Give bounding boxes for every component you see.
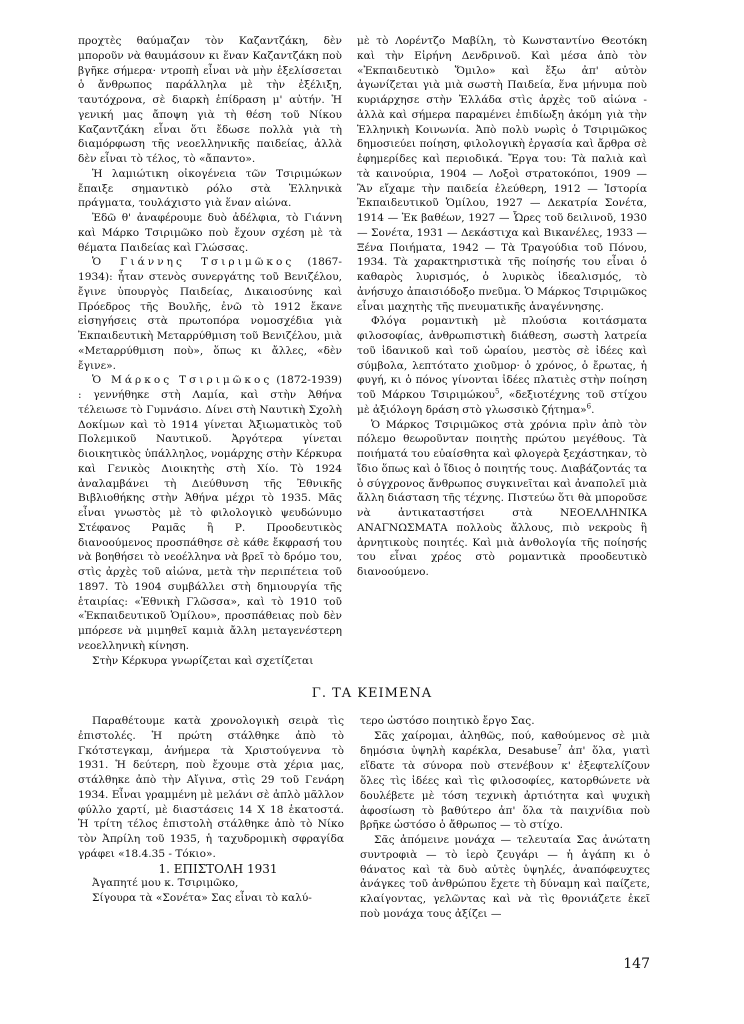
right-column-bottom [360, 714, 650, 922]
paragraph: Ἐδῶ θ' ἀναφέρουμε δυὸ ἀδέλφια, τὸ Γιάννη καὶ Μάρκο Τσιριμῶκο ποὺ ἔχουν σχέση μὲ τὰ θέματα Παιδείας καὶ Γλώσσας. [78, 212, 342, 254]
section-title: Γ. ΤΑ ΚΕΙΜΕΝΑ [311, 686, 433, 701]
paragraph-text: , «δεξιοτέχνης τοῦ στίχου μὲ ἀξιόλογη δράση στὸ γλωσσικὸ ζήτημα» [357, 389, 647, 416]
paragraph [360, 729, 650, 833]
salutation: Ἀγαπητέ μου κ. Τσιριμῶκο, [92, 877, 239, 890]
desabuse-word: Desabuse [508, 745, 558, 757]
paragraph: μὲ τὸ Λορέντζο Μαβίλη, τὸ Κωνσταντίνο Θεοτόκη καὶ τὴν Εἰρήνη Δενδρινοῦ. Καὶ μέσα ἀπὸ τὸν «Ἐκπαιδευτικὸ Ὅμιλο» καὶ ἔξω ἀπ' αὐτὸν ἀγωνίζεται γιὰ μιὰ σωστὴ Παιδεία, ἕνα μήνυμα ποὺ κυριάρχησε στὴν Ἑλλάδα στὶς ἀρχὲς τοῦ αἰώνα - ἀλλὰ καὶ σήμερα παραμένει ἐπιδίωξη ἀκόμη γιὰ τὴν Ἑλληνικὴ Κοινωνία. Ἀπὸ πολὺ νωρὶς ὁ Τσιριμῶκος δημοσιεύει ποίηση, φιλολογικὴ ἐργασία καὶ ἄρθρα σὲ ἐφημερίδες καὶ περιοδικά. Ἔργα του: Τὰ παλιὰ καὶ τὰ καινούρια, 1904 — Λοξοὶ στρατοκόποι, 1909 — Ἂν εἴχαμε τὴν παιδεία ἐλεύθερη, 1912 — Ἱστορία Ἐκπαιδευτικοῦ Ὁμίλου, 1927 — Δεκατρία Σονέτα, 1914 — Ἐκ βαθέων, 1927 — Ὧρες τοῦ δειλινοῦ, 1930 — Σονέτα, 1931 — Δεκάστιχα καὶ Βικανέλες, 1933 — Ξένα Ποιήματα, 1942 — Τὰ Τραγούδια τοῦ Πόνου, 1934. Τὰ χαρακτηριστικὰ τῆς ποίησής του εἶναι ὁ καθαρὸς λυρισμός, ὁ λυρικὸς ἰδεαλισμός, τὸ ἀνήσυχο ἀπαισιόδοξο πνεῦμα. Ὁ Μάρκος Τσιριμῶκος εἶναι μαχητὴς τῆς πνευματικῆς ἀναγέννησης. [357, 35, 647, 313]
footnote-mark: 6 [586, 402, 592, 411]
footnote-mark: 7 [557, 742, 562, 751]
paragraph [78, 373, 342, 653]
letter-heading: 1. ΕΠΙΣΤΟΛΗ 1931 [158, 861, 278, 876]
paragraph-text: Σᾶς χαίρομαι, ἀληθῶς, πού, καθούμενος σὲ μιὰ δημόσια ὑψηλὴ καρέκλα, [360, 729, 650, 757]
paragraph: Παραθέτουμε κατὰ χρονολογικὴ σειρὰ τὶς ἐπιστολές. Ἡ πρώτη στάλθηκε ἀπὸ τὸ Γκότστεγκαμ, ἀνήμερα τὰ Χριστούγεννα τὸ 1931. Ἡ δεύτερη, ποὺ ἔχουμε στὰ χέρια μας, στάλθηκε ἀπὸ τὴν Αἴγινα, στὶς 29 τοῦ Γενάρη 1934. Εἶναι γραμμένη μὲ μελάνι σὲ ἁπλὸ μᾶλλον φύλλο χαρτί, μὲ διαστάσεις 14 Χ 18 ἑκατοστά. Ἡ τρίτη τέλος ἐπιστολὴ στάλθηκε ἀπὸ τὸ Νίκο τὸν Ἀπρίλη τοῦ 1935, ἡ ταχυδρομικὴ σφραγίδα γράφει «18.4.35 - Τόκιο». [78, 715, 344, 860]
page-number: 147 [623, 956, 650, 972]
right-column-top [357, 34, 647, 580]
paragraph-text: Φλόγα ρομαντικὴ μὲ πλούσια κοιτάσματα φιλοσοφίας, ἀνθρωπιστικὴ διάθεση, σωστὴ λατρεία τοῦ ἰδανικοῦ καὶ τοῦ ὡραίου, μεστὸς σὲ ἰδέες καὶ σύμβολα, λεπτότατο χιοῦμορ· ὁ χρόνος, ὁ ἔρωτας, ἡ φυγή, κι ὁ πόνος γίνονται ἰδέες πλατιὲς στὴν ποίηση τοῦ Μάρκου Τσιριμώκου [357, 315, 647, 401]
name-giannis: Ὁ Γιάννης Τσιριμῶκος [92, 256, 295, 269]
paragraph-text: (1872-1939) : γεννήθηκε στὴ Λαμία, καὶ στὴν Ἀθήνα τέλειωσε τὸ Γυμνάσιο. Δίνει στὴ Ναυτικὴ Σχολὴ Δοκίμων καὶ τὸ 1914 γίνεται Ἀξιωματικὸς τοῦ Πολεμικοῦ Ναυτικοῦ. Ἀργότερα γίνεται διοικητικὸς ὑπάλληλος, νομάρχης στὴν Κέρκυρα καὶ Γενικὸς Διοικητὴς στὴ Χίο. Τὸ 1924 ἀναλαμβάνει τὴ Διεύθυνση τῆς Ἐθνικῆς Βιβλιοθήκης στὴν Ἀθήνα μέχρι τὸ 1935. Μᾶς εἶναι γνωστὸς μὲ τὸ φιλολογικὸ ψευδώνυμο Στέφανος Ραμᾶς ἢ Ρ. Προοδευτικὸς διανοούμενος προσπάθησε σὲ κάθε ἔκφρασή του νὰ βοηθήσει τὸ νεοέλληνα νὰ βρεῖ τὸ δρόμο του, στὶς ἀρχὲς τοῦ αἰώνα, μετὰ τὴν περιπέτεια τοῦ 1897. Τὸ 1904 συμβάλλει στὴ δημιουργία τῆς ἑταιρίας: «Ἐθνικὴ Γλῶσσα», καὶ τὸ 1910 τοῦ «Ἐκπαιδευτικοῦ Ὁμίλου», προσπάθειας ποὺ δὲν μπόρεσε νὰ μιμηθεῖ καμιὰ ἄλλη μεταγενέστερη νεοελληνικὴ κίνηση. [78, 374, 342, 652]
letter-start: Σίγουρα τὰ «Σονέτα» Σας εἶναι τὸ καλύ- [92, 892, 312, 904]
paragraph: προχτὲς θαύμαζαν τὸν Καζαντζάκη, δὲν μποροῦν νὰ θαυμάσουν κι ἕναν Καζαντζάκη ποὺ βγῆκε σήμερα· ντροπὴ εἶναι νὰ μὴν ἐξελίσσεται ὁ ἄνθρωπος παράλληλα μὲ τὴν ἐξέλιξη, ταυτόχρονα, σὲ διαρκὴ ἐπίδραση μ' αὐτήν. Ἡ γενική μας ἄποψη γιὰ τὴ θέση τοῦ Νίκου Καζαντζάκη εἶναι ὅτι ἔδωσε πολλὰ γιὰ τὴ διαμόρφωση τῆς νεοελληνικῆς παιδείας, ἀλλὰ δὲν εἶναι τὸ τέλος, τὸ «ἄπαντο». [78, 35, 342, 165]
paragraph: Ἡ λαμιώτικη οἰκογένεια τῶν Τσιριμώκων ἔπαιξε σημαντικὸ ρόλο στὰ Ἑλληνικὰ πράγματα, τουλάχιστο γιὰ ἕναν αἰώνα. [78, 167, 342, 210]
paragraph: Φλόγα ρομαντικὴ μὲ πλούσια κοιτάσματα φιλοσοφίας, ἀνθρωπιστικὴ διάθεση, σωστὴ λατρεία τοῦ ἰδανικοῦ καὶ τοῦ ὡραίου, μεστὸς σὲ ἰδέες καὶ σύμβολα, λεπτότατο χιοῦμορ· ὁ χρόνος, ὁ ἔρωτας, ἡ φυγή, κι ὁ πόνος γίνονται ἰδέες πλατιὲς στὴν ποίηση τοῦ Μάρκου Τσιριμώκου$^5$, «δεξιοτέχνης τοῦ στίχου μὲ ἀξιόλογη δράση στὸ γλωσσικὸ ζήτημα»$^6$. [357, 315, 647, 416]
paragraph [78, 255, 342, 373]
left-column-bottom [78, 714, 344, 906]
paragraph-text: ἀπ' ὅλα, γιατὶ εἴδατε τὰ σύνορα ποὺ στενέβουν κ' ἐξεφτελίζουν ὅλες τὶς ἰδέες καὶ τὶς φιλοσοφίες, κατορθώνετε νὰ δουλέβετε μὲ τόση τεχνικὴ ἀρτιότητα καὶ ψυχικὴ ἀφοσίωση τὸ βαθύτερο ἀπ' ὅλα τὰ παιχνίδια ποὺ βρῆκε ὡστόσο ὁ ἄθρωπος — τὸ στίχο. [360, 744, 651, 832]
footnote-mark: 5 [495, 387, 500, 396]
paragraph: Σᾶς ἀπόμεινε μονάχα — τελευταία Σας ἀνώτατη συντροφιὰ — τὸ ἱερὸ ζευγάρι — ἡ ἀγάπη κι ὁ θάνατος καὶ τὰ δυὸ αὐτὲς ὑψηλές, ἀναπόφευχτες ἀνάγκες τοῦ ἀνθρώπου ἔχετε τὴ δύναμη καὶ παίζετε, κλαίγοντας, γελῶντας καὶ νὰ τὶς θρονιάζετε ἐκεῖ ποὺ μονάχα τους ἀξίζει — [360, 834, 650, 920]
left-column-top [78, 34, 342, 668]
name-markos: Ὁ Μάρκος Τσιριμῶκος [92, 374, 273, 387]
paragraph-text: (1867-1934): ἦταν στενὸς συνεργάτης τοῦ Βενιζέλου, ἔγινε ὑπουργὸς Παιδείας, Δικαιοσύνης καὶ Πρόεδρος τῆς Βουλῆς, ἐνῶ τὸ 1912 ἔκανε εἰσηγήσεις στὰ πρωτοπόρα νομοσχέδια γιὰ Ἐκπαιδευτικὴ Μεταρρύθμιση τοῦ Βενιζέλου, μιὰ «Μεταρρύθμιση ποὺ», ὅπως κι ἄλλες, «δὲν ἔγινε». [78, 256, 342, 372]
paragraph: τερο ὡστόσο ποιητικὸ ἔργο Σας. [360, 715, 535, 727]
paragraph: Ὁ Μάρκος Τσιριμῶκος στὰ χρόνια πρὶν ἀπὸ τὸν πόλεμο θεωροῦνταν ποιητὴς πρώτου μεγέθους. Τὰ ποιήματά του εὐαίσθητα καὶ φλογερὰ ξεχάστηκαν, τὸ ἴδιο ὅπως καὶ ὁ ἴδιος ὁ ποιητής τους. Διαβάζοντάς τα ὁ σύγχρονος ἄνθρωπος συγκινεῖται καὶ ἀναπολεῖ μιὰ ἄλλη διάσταση τῆς τέχνης. Πιστεύω ὅτι θὰ μποροῦσε νὰ ἀντικαταστήσει στὰ ΝΕΟΕΛΛΗΝΙΚΑ ΑΝΑΓΝΩΣΜΑΤΑ πολλοὺς ἄλλους, πιὸ νεκροὺς ἢ ἀρνητικοὺς ποιητές. Καὶ μιὰ ἀνθολογία τῆς ποίησής του εἶναι χρέος στὸ ρομαντικὰ προοδευτικὸ διανοούμενο. [357, 418, 647, 578]
paragraph: Στὴν Κέρκυρα γνωρίζεται καὶ σχετίζεται [92, 654, 314, 667]
